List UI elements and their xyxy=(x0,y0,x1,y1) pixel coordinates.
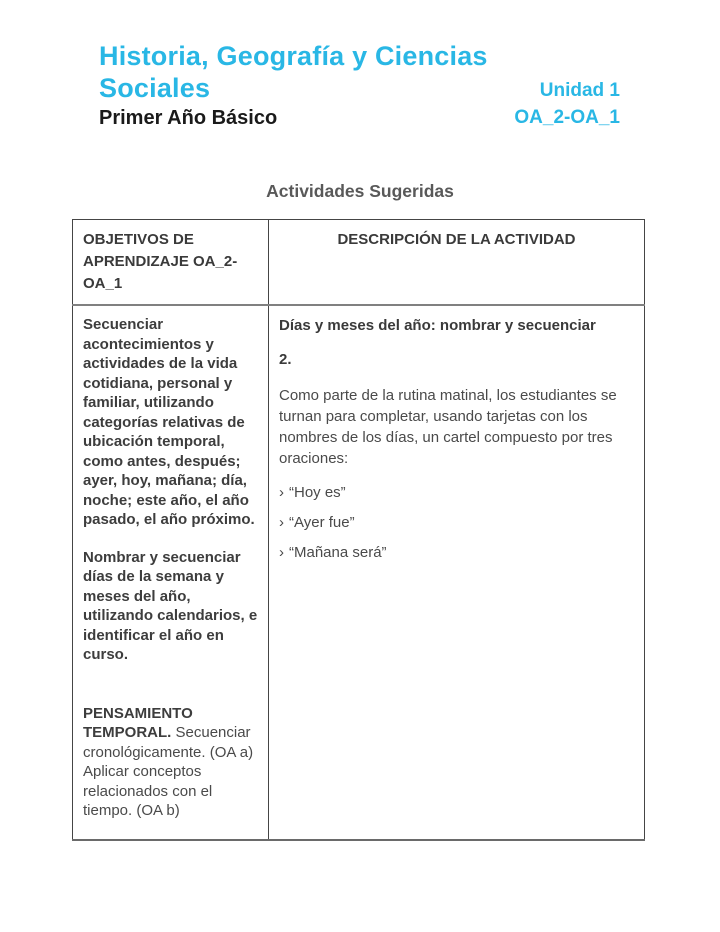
list-item-text: “Ayer fue” xyxy=(289,514,355,531)
activity-cell xyxy=(269,305,645,840)
thinking-skill-label: PENSAMIENTO TEMPORAL. xyxy=(83,704,193,741)
list-item xyxy=(279,513,634,533)
unit-label: Unidad 1 xyxy=(539,80,620,101)
column-header-activity: DESCRIPCIÓN DE LA ACTIVIDAD xyxy=(269,220,645,306)
activity-heading: Días y meses del año: nombrar y secuenciar xyxy=(279,317,596,334)
oa-code-label: OA_2-OA_1 xyxy=(514,107,620,128)
objective-paragraph-1: Secuenciar acontecimientos y actividades de la vida cotidiana, personal y familiar, utilizando categorías relativas de ubicación temporal, como antes, después; ayer, hoy, mañana; día, noche; este año, el año pasado, el año próximo. xyxy=(83,316,255,528)
activity-sentence-list xyxy=(279,483,634,563)
header-right-block xyxy=(514,77,620,132)
objective-paragraph-2: Nombrar y secuenciar días de la semana y meses del año, utilizando calendarios, e identificar el año en curso. xyxy=(83,548,258,663)
list-item xyxy=(279,483,634,503)
list-item-text: “Hoy es” xyxy=(289,484,346,501)
document-header xyxy=(99,40,620,132)
section-title: Actividades Sugeridas xyxy=(266,181,454,201)
bullet-marker: › xyxy=(279,514,284,531)
bullet-marker: › xyxy=(279,544,284,561)
course-title: Historia, Geografía y Ciencias Sociales xyxy=(99,41,488,103)
list-item xyxy=(279,543,634,563)
activity-content xyxy=(279,316,634,563)
activity-number: 2. xyxy=(279,351,292,368)
activities-table xyxy=(72,219,645,841)
table-body-row xyxy=(73,305,645,840)
table-header-row xyxy=(73,220,645,306)
thinking-skill-paragraph xyxy=(83,704,258,821)
column-header-objectives: OBJETIVOS DE APRENDIZAJE OA_2-OA_1 xyxy=(73,220,269,306)
header-left-block xyxy=(99,40,514,132)
thinking-skill-text: Secuenciar cronológicamente. (OA a) Aplicar conceptos relacionados con el tiempo. (OA b) xyxy=(83,724,254,819)
bullet-marker: › xyxy=(279,484,284,501)
list-item-text: “Mañana será” xyxy=(289,544,387,561)
objectives-content xyxy=(83,315,258,821)
grade-subtitle: Primer Año Básico xyxy=(99,107,278,129)
objectives-cell xyxy=(73,305,269,840)
activity-description: Como parte de la rutina matinal, los estudiantes se turnan para completar, usando tarjetas con los nombres de los días, un cartel compuesto por tres oraciones: xyxy=(279,387,617,467)
